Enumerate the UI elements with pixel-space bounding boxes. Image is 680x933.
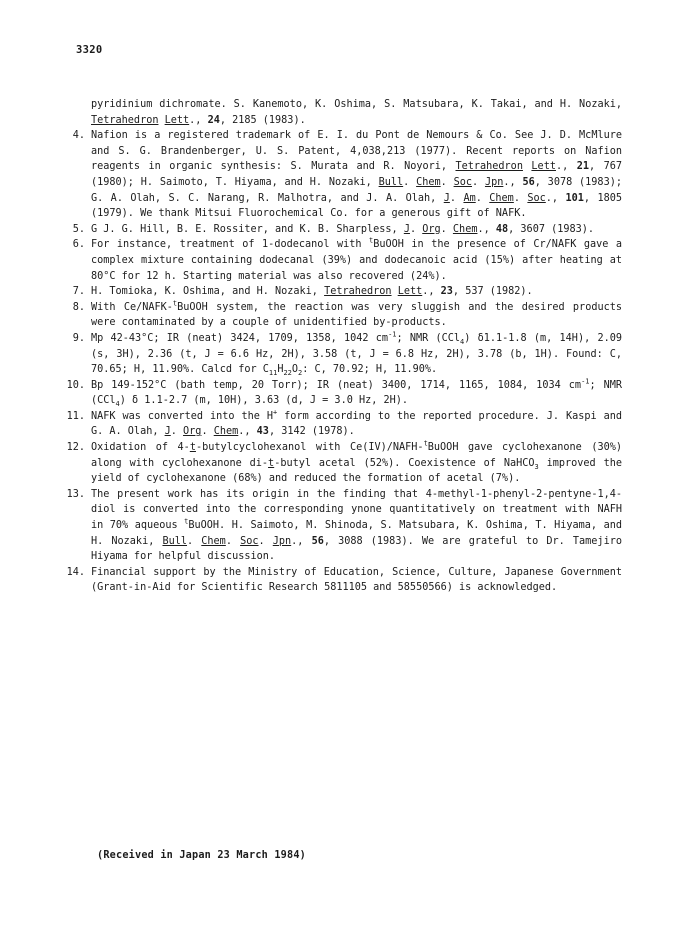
footnote-text xyxy=(91,222,622,238)
underlined-abbrev: Jpn xyxy=(272,535,292,547)
text-segment: H. Tomioka, K. Oshima, and H. Nozaki, xyxy=(91,286,325,298)
text-segment: -butylcyclohexanol with Ce(IV)/NAFH- xyxy=(195,442,424,454)
text-segment: , 1805 (1979). We thank Mitsui Fluorochemical Co. for a generous gift of NAFK. xyxy=(91,192,622,220)
underlined-abbrev: Lett xyxy=(531,161,556,173)
superscript: -1 xyxy=(581,377,590,386)
underlined-abbrev: Jpn xyxy=(484,176,504,188)
underlined-abbrev: t xyxy=(268,457,275,469)
text-segment: , 3088 (1983). We are grateful to Dr. Tamejiro Hiyama for helpful discussion. xyxy=(91,535,622,563)
footnote xyxy=(66,128,622,222)
text-segment: , 767 (1980); H. Saimoto, T. Hiyama, and H. Nozaki, xyxy=(91,161,622,188)
text-segment: . xyxy=(449,192,464,204)
volume-number: 101 xyxy=(565,192,584,204)
received-date: (Received in Japan 23 March 1984) xyxy=(97,850,307,861)
superscript: t xyxy=(369,236,374,245)
text-segment: NAFK was converted into the H xyxy=(91,410,273,422)
footnote-number: 8. xyxy=(72,301,85,313)
underlined-abbrev: Tetrahedron xyxy=(91,114,159,126)
text-segment: . xyxy=(225,535,241,547)
footnote xyxy=(66,300,622,331)
text-segment: O xyxy=(291,364,299,376)
subscript: 11 xyxy=(268,369,278,378)
footnote-text xyxy=(91,237,622,284)
text-segment: The present work has its origin in the finding that 4-methyl-1-phenyl-2-pentyne-1,4-diol is converted into the corresponding ynone quantitatively on treatment with NAFH in 70% aqueous xyxy=(91,488,622,532)
text-segment: ., xyxy=(422,286,441,298)
text-segment: pyridinium dichromate. S. Kanemoto, K. Oshima, S. Matsubara, K. Takai, and H. Nozaki, xyxy=(91,99,622,110)
footnote-number: 5. xyxy=(72,223,85,235)
text-segment: With Ce/NAFK- xyxy=(91,301,173,313)
text-segment: -butyl acetal (52%). Coexistence of NaHCO xyxy=(274,457,535,469)
footnote-number: 14. xyxy=(66,566,85,578)
text-segment: . xyxy=(403,176,417,188)
text-segment: . xyxy=(170,426,184,438)
underlined-abbrev: Soc xyxy=(240,535,259,547)
text-segment: ) δ 1.1-2.7 (m, 10H), 3.63 (d, J = 3.0 Hz, 2H). xyxy=(119,395,409,407)
underlined-abbrev: J xyxy=(164,426,171,438)
text-segment: Bp 149-152°C (bath temp, 20 Torr); IR (neat) 3400, 1714, 1165, 1084, 1034 cm xyxy=(91,379,582,391)
footnote xyxy=(66,409,622,440)
footnote-text xyxy=(91,284,622,300)
text-segment: ; NMR (CCl xyxy=(91,379,623,407)
text-segment: . xyxy=(513,192,528,204)
underlined-abbrev: Bull xyxy=(162,535,188,547)
footnote-number: 7. xyxy=(72,286,85,298)
underlined-abbrev: Bull xyxy=(378,176,404,188)
underlined-abbrev: Chem xyxy=(416,176,441,188)
underlined-abbrev: Tetrahedron xyxy=(455,161,523,173)
footnote xyxy=(66,487,622,565)
text-segment: Oxidation of 4- xyxy=(91,442,190,454)
underlined-abbrev: Chem xyxy=(201,535,226,547)
subscript: 3 xyxy=(534,462,539,471)
text-segment: BuOOH system, the reaction was very sluggish and the desired products were contaminated by a couple of unidentified by-products. xyxy=(91,301,622,329)
underlined-abbrev: J xyxy=(443,192,450,204)
volume-number: 21 xyxy=(576,161,589,173)
text-segment: : C, 70.92; H, 11.90%. xyxy=(302,364,438,376)
superscript: t xyxy=(184,517,189,526)
text-segment: G J. G. Hill, B. E. Rossiter, and K. B. Sharpless, xyxy=(91,223,404,235)
footnote xyxy=(66,222,622,238)
footnote xyxy=(66,237,622,284)
footnote xyxy=(66,378,622,409)
text-segment: BuOOH. H. Saimoto, M. Shinoda, S. Matsubara, K. Oshima, T. Hiyama, and H. Nozaki, xyxy=(91,520,622,547)
footnote-number: 6. xyxy=(72,239,85,251)
text-segment: , 3142 (1978). xyxy=(268,426,355,438)
text-segment: . xyxy=(187,535,202,547)
underlined-abbrev: Org xyxy=(183,426,202,438)
text-segment: , 2185 (1983). xyxy=(219,114,306,126)
subscript: 22 xyxy=(283,369,292,378)
text-segment: ., xyxy=(291,535,312,547)
text-segment: BuOOH in the presence of Cr/NAFK gave a complex mixture containing dodecanal (39%) and dodecanoic acid (15%) after heating at 80°C for 12 h. Starting material was also recovered (24%). xyxy=(91,239,623,282)
underlined-abbrev: Chem xyxy=(452,223,478,235)
text-segment: . xyxy=(475,192,490,204)
underlined-abbrev: J xyxy=(403,223,410,235)
footnote xyxy=(66,440,622,487)
text-segment: , 3607 (1983). xyxy=(508,223,595,235)
text-segment: form according to the reported procedure. J. Kaspi and G. A. Olah, xyxy=(91,410,622,438)
footnote-text xyxy=(91,331,622,378)
underlined-abbrev: Chem xyxy=(213,426,239,438)
subscript: 4 xyxy=(115,400,120,409)
footnote-number: 10. xyxy=(66,379,85,391)
footnote-number xyxy=(66,97,91,128)
footnote-text xyxy=(91,487,622,565)
underlined-abbrev: Am xyxy=(463,192,476,204)
footnote xyxy=(66,331,622,378)
text-segment: . xyxy=(201,426,214,438)
notes-list xyxy=(66,97,622,596)
underlined-abbrev: Org xyxy=(422,223,441,235)
footnote-text xyxy=(91,378,622,409)
text-segment: . xyxy=(472,176,485,188)
footnote-number: 4. xyxy=(72,130,85,142)
text-segment: ., xyxy=(503,176,523,188)
text-segment: ., xyxy=(189,114,208,126)
superscript: t xyxy=(423,439,428,448)
footnote-text xyxy=(91,440,622,487)
underlined-abbrev: Soc xyxy=(453,176,472,188)
footnote-number: 12. xyxy=(66,442,85,454)
footnote-text xyxy=(91,565,622,596)
underlined-abbrev: t xyxy=(189,442,196,454)
text-segment: ., xyxy=(545,192,566,204)
volume-number: 43 xyxy=(256,426,269,438)
footnote-number: 13. xyxy=(66,488,85,500)
text-segment: ) δ1.1-1.8 (m, 14H), 2.09 (s, 3H), 2.36 (t, J = 6.6 Hz, 2H), 3.58 (t, J = 6.8 Hz, 2H), 3.78 (b, 1H). Found: C, 70.65; H, 11.90%. Calcd for C xyxy=(91,332,622,376)
underlined-abbrev: Soc xyxy=(527,192,546,204)
text-segment: For instance, treatment of 1-dodecanol with xyxy=(91,239,370,251)
footnote-text xyxy=(91,300,622,331)
subscript: 4 xyxy=(460,337,465,346)
underlined-abbrev: Lett xyxy=(397,286,423,298)
footnote-number: 11. xyxy=(66,410,85,422)
text-segment: ., xyxy=(477,223,496,235)
volume-number: 48 xyxy=(495,223,509,235)
text-segment: . xyxy=(440,223,453,235)
text-segment: . xyxy=(258,535,273,547)
text-segment: . xyxy=(440,176,454,188)
superscript: + xyxy=(273,408,278,417)
underlined-abbrev: Lett xyxy=(164,114,190,126)
page-number: 3320 xyxy=(76,44,103,56)
text-segment: , 537 (1982). xyxy=(452,286,533,298)
footnote-text xyxy=(91,128,622,222)
footnote-text xyxy=(91,97,622,128)
footnote xyxy=(66,284,622,300)
footnote-number: 9. xyxy=(72,332,85,344)
superscript: t xyxy=(172,299,178,308)
text-segment: , 3078 (1983); G. A. Olah, S. C. Narang, R. Malhotra, and J. A. Olah, xyxy=(91,176,622,204)
text-segment: ., xyxy=(555,161,577,173)
text-segment: improved the yield of cyclohexanone (68%) and reduced the formation of acetal (7%). xyxy=(91,457,622,485)
footnote xyxy=(66,565,622,596)
volume-number: 23 xyxy=(440,286,453,298)
text-segment: ., xyxy=(238,426,257,438)
text-segment: Financial support by the Ministry of Education, Science, Culture, Japanese Government (Grant-in-Aid for Scientific Research 5811105 and 58550566) is acknowledged. xyxy=(91,566,622,594)
text-segment: ; NMR (CCl xyxy=(396,332,461,344)
text-segment: . xyxy=(409,223,423,235)
underlined-abbrev: Tetrahedron xyxy=(324,286,392,298)
text-segment: Nafion is a registered trademark of E. I. du Pont de Nemours & Co. See J. D. McMlure and S. G. Brandenberger, U. S. Patent, 4,038,213 (1977). Recent reports on Nafion reagents in organic synthesis: S. Murata and R. Noyori, xyxy=(91,130,622,173)
text-segment: BuOOH gave cyclohexanone (30%) along with cyclohexanone di- xyxy=(91,442,622,469)
volume-number: 24 xyxy=(207,114,220,126)
volume-number: 56 xyxy=(522,176,535,188)
underlined-abbrev: Chem xyxy=(489,192,514,204)
text-segment: Mp 42-43°C; IR (neat) 3424, 1709, 1358, 1042 cm xyxy=(91,332,389,344)
text-segment: H xyxy=(277,364,284,376)
footnote-text xyxy=(91,409,622,440)
subscript: 2 xyxy=(298,369,303,378)
superscript: -1 xyxy=(388,330,397,339)
footnote xyxy=(66,97,622,128)
volume-number: 56 xyxy=(311,535,324,547)
